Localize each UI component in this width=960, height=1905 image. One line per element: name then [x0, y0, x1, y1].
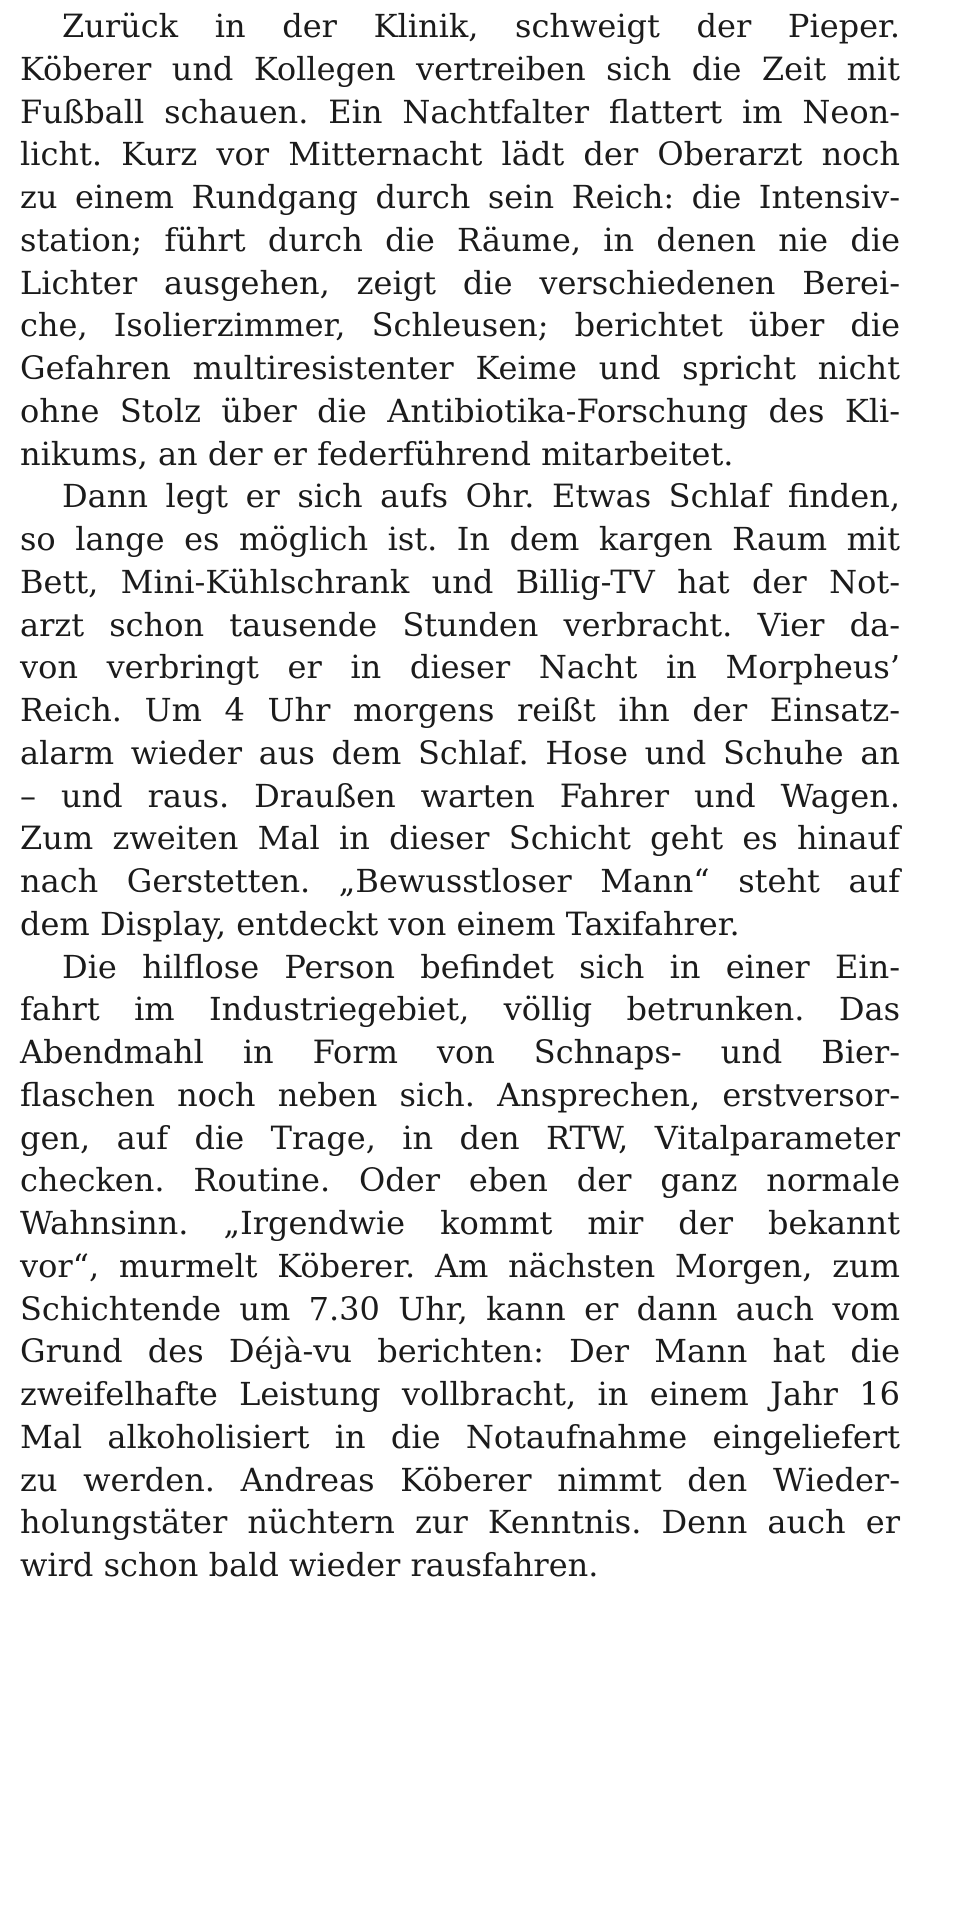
text-line: – und raus. Draußen warten Fahrer und Wagen. [20, 776, 900, 815]
text-line: Mal alkoholisiert in die Notaufnahme eingeliefert [20, 1417, 900, 1456]
text-line: Grund des Déjà-vu berichten: Der Mann hat die [20, 1332, 900, 1371]
text-line: Zurück in der Klinik, schweigt der Pieper. [62, 7, 900, 45]
text-line: nach Gerstetten. „Bewusstloser Mann“ steht auf [20, 862, 900, 900]
text-line: arzt schon tausende Stunden verbracht. Vier da- [20, 605, 900, 644]
text-line: gen, auf die Trage, in den RTW, Vitalparameter [20, 1118, 900, 1157]
text-line: Die hilflose Person befindet sich in einer Ein- [62, 947, 900, 986]
text-line: zu einem Rundgang durch sein Reich: die Intensiv- [20, 178, 900, 216]
text-line: Dann legt er sich aufs Ohr. Etwas Schlaf finden, [62, 477, 900, 516]
text-line: zweifelhafte Leistung vollbracht, in einem Jahr 16 [20, 1375, 900, 1413]
text-line: Wahnsinn. „Irgendwie kommt mir der bekannt [20, 1204, 900, 1242]
text-line: fahrt im Industriegebiet, völlig betrunken. Das [20, 990, 900, 1029]
text-line: che, Isolierzimmer, Schleusen; berichtet über die [20, 306, 900, 345]
text-line: Abendmahl in Form von Schnaps- und Bier- [20, 1033, 900, 1071]
text-line: wird schon bald wieder rausfahren. [20, 1546, 599, 1584]
text-line: Fußball schauen. Ein Nachtfalter flattert im Neon- [20, 92, 900, 131]
text-line: checken. Routine. Oder eben der ganz normale [20, 1161, 900, 1200]
text-line: Gefahren multiresistenter Keime und spricht nicht [20, 349, 900, 387]
text-line: holungstäter nüchtern zur Kenntnis. Denn auch er [20, 1503, 900, 1542]
text-line: Reich. Um 4 Uhr morgens reißt ihn der Einsatz- [20, 691, 900, 729]
text-line: Zum zweiten Mal in dieser Schicht geht es hinauf [20, 819, 900, 858]
text-line: so lange es möglich ist. In dem kargen Raum mit [20, 520, 900, 558]
text-line: Bett, Mini-Kühlschrank und Billig-TV hat der Not- [20, 562, 900, 601]
text-line: dem Display, entdeckt von einem Taxifahrer. [20, 904, 740, 943]
text-line: alarm wieder aus dem Schlaf. Hose und Schuhe an [20, 733, 900, 772]
text-line: station; führt durch die Räume, in denen nie die [20, 220, 900, 259]
text-line: nikums, an der er federführend mitarbeitet. [20, 434, 734, 473]
text-line: flaschen noch neben sich. Ansprechen, erstversor- [20, 1075, 900, 1114]
text-line: von verbringt er in dieser Nacht in Morpheus’ [20, 648, 900, 687]
text-line: Schichtende um 7.30 Uhr, kann er dann auch vom [20, 1289, 900, 1328]
text-line: Köberer und Kollegen vertreiben sich die Zeit mit [20, 49, 900, 88]
text-line: zu werden. Andreas Köberer nimmt den Wieder- [20, 1460, 900, 1499]
text-line: Lichter ausgehen, zeigt die verschiedenen Berei- [20, 263, 900, 302]
text-line: licht. Kurz vor Mitternacht lädt der Oberarzt noch [20, 135, 900, 174]
text-line: ohne Stolz über die Antibiotika-Forschung des Kli- [20, 391, 900, 430]
text-line: vor“, murmelt Köberer. Am nächsten Morgen, zum [20, 1246, 900, 1285]
